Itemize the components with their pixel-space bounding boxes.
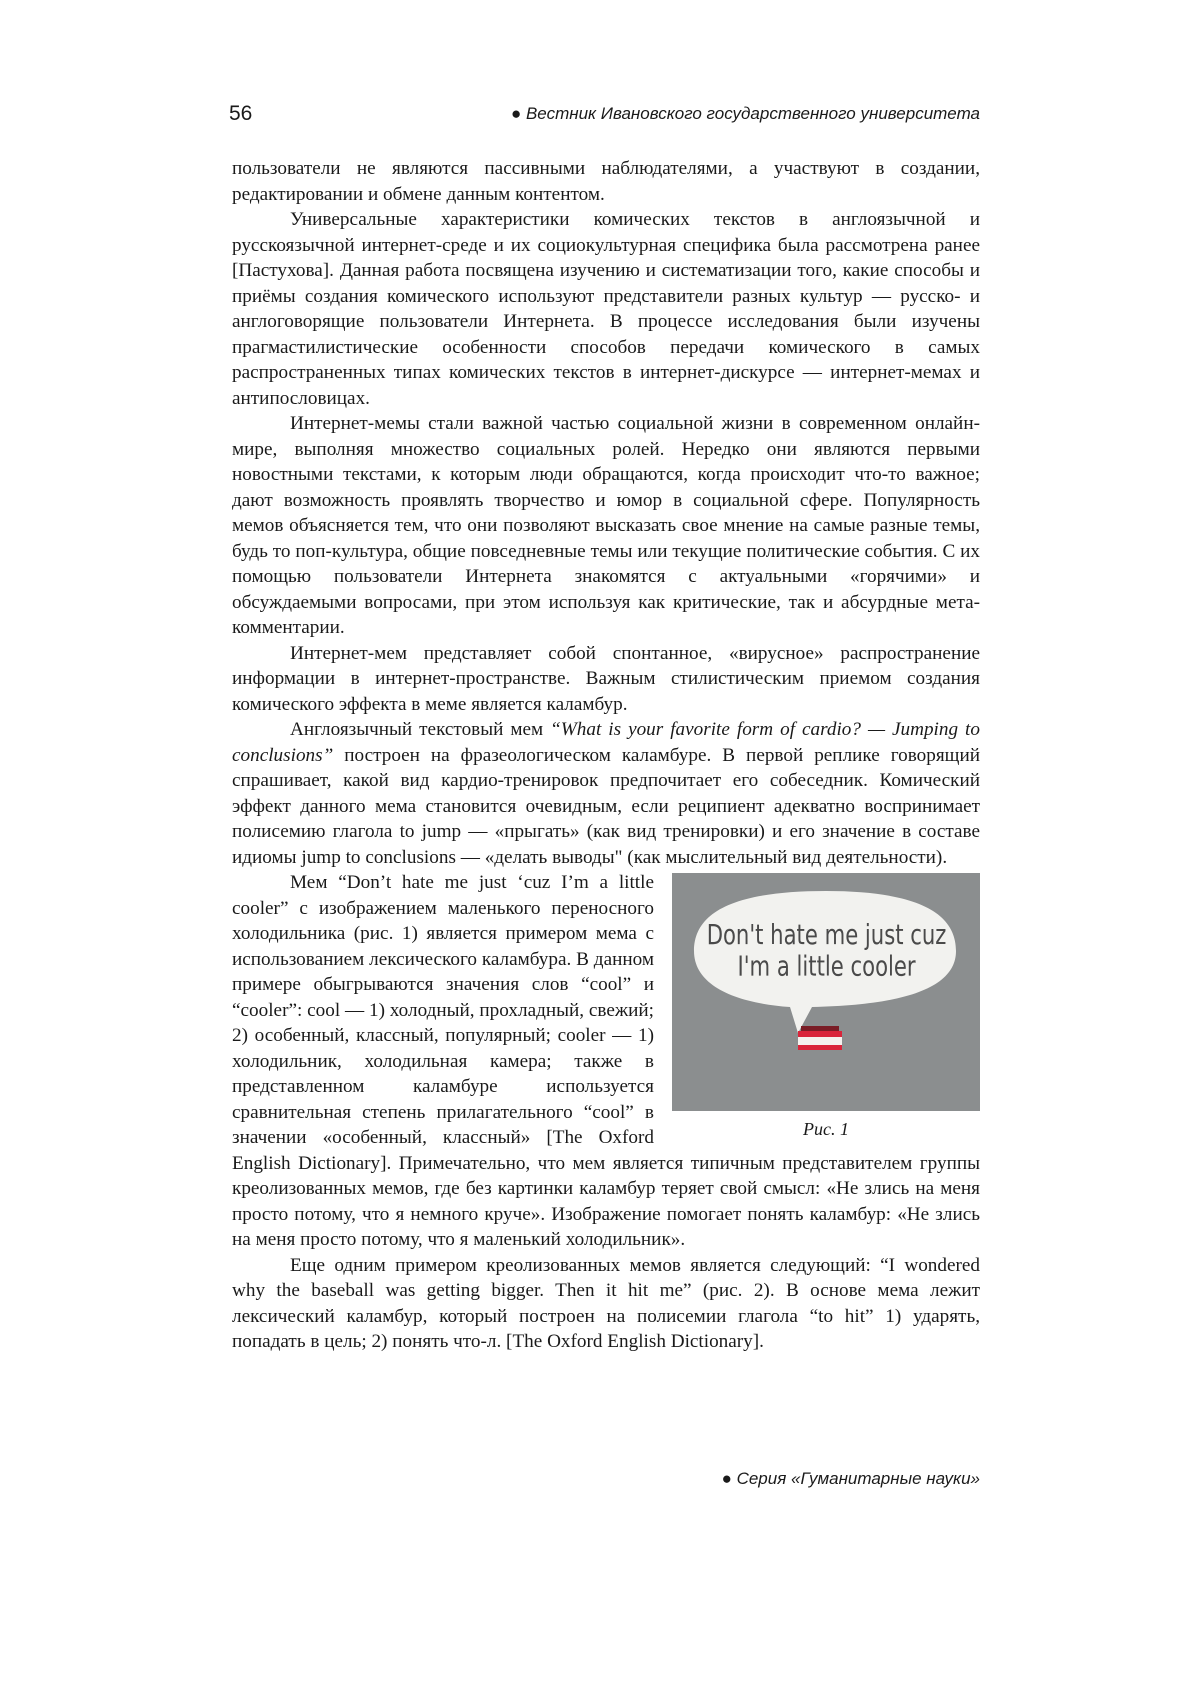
paragraph-5 xyxy=(232,717,980,870)
cooler-meme-image xyxy=(672,873,980,1111)
figure-1 xyxy=(672,873,980,1141)
running-header xyxy=(229,102,980,132)
cooler-meme-illustration xyxy=(672,873,980,1111)
bubble-text-line-1: Don't hate me just cuz xyxy=(706,918,947,951)
paragraph-5-lead: Англоязычный текстовый мем xyxy=(290,719,551,740)
page-number: 56 xyxy=(229,102,253,125)
paragraph-7: Еще одним примером креолизованных мемов является следующий: “I wondered why the baseball was getting bigger. Then it hit me” (рис. 2). В основе мема лежит лексический каламбур, который построен на полисемии глагола “to hit” 1) ударять, попадать в цель; 2) понять что-л. [The Oxford English Dictionary]. xyxy=(232,1254,980,1352)
article-body xyxy=(232,156,980,1355)
running-footer: ● Серия «Гуманитарные науки» xyxy=(721,1469,980,1488)
paragraph-1: пользователи не являются пассивными наблюдателями, а участвуют в создании, редактировании и обмене данным контентом. xyxy=(232,158,980,205)
bubble-text-line-2: I'm a little cooler xyxy=(737,950,916,983)
paragraph-3: Интернет-мемы стали важной частью социальной жизни в современном онлайн-мире, выполняя множество социальных ролей. Нередко они являются первыми новостными текстами, к которым люди обращаются, когда происходит что-то важное; дают возможность проявлять творчество и юмор в социальной сфере. Популярность мемов объясняется тем, что они позволяют высказать свое мнение на самые разные темы, будь то поп-культура, общие повседневные темы или текущие политические события. С их помощью пользователи Интернета знакомятся с актуальными «горячими» и обсуждаемыми вопросами, при этом используя как критические, так и абсурдные мета-комментарии. xyxy=(232,413,980,638)
journal-title: ● Вестник Ивановского государственного университета xyxy=(510,104,980,123)
cooler-icon xyxy=(798,1026,842,1050)
meme-quote-cardio: “What is your favorite form of cardio? — Jumping to conclusions” xyxy=(232,719,980,766)
paragraph-2: Универсальные характеристики комических текстов в англоязычной и русскоязычной интернет-среде и их социокультурная специфика была рассмотрена ранее [Пастухова]. Данная работа посвящена изучению и систематизации того, какие способы и приёмы создания комического используют представители разных культур — русско- и англоговорящие пользователи Интернета. В процессе исследования были изучены прагмастилистические особенности способов передачи комического в самых распространенных типах комических текстов в интернет-дискурсе — интернет-мемах и антипословицах. xyxy=(232,209,980,409)
paragraph-6: Мем “Don’t hate me just ‘cuz I’m a little cooler” с изображением маленького переносного холодильника (рис. 1) является примером мема с использованием лексического каламбура. В данном примере обыгрываются значения слов “cool” и “cooler”: cool — 1) холодный, прохладный, свежий; 2) особенный, классный, популярный; cooler — 1) холодильник, холодильная камера; также в представленном каламбуре используется сравнительная степень прилагательного “cool” в значении «особенный, классный» [The Oxford English Dictionary]. Примечательно, что мем является типичным представителем группы креолизованных мемов, где без картинки каламбур теряет свой смысл: «Не злись на меня просто потому, что я немного круче». Изображение помогает понять каламбур: «Не злись на меня просто потому, что я маленький холодильник». xyxy=(232,872,980,1250)
figure-caption: Рис. 1 xyxy=(803,1119,849,1139)
paragraph-4: Интернет-мем представляет собой спонтанное, «вирусное» распространение информации в интернет-пространстве. Важным стилистическим приемом создания комического эффекта в меме является каламбур. xyxy=(232,642,980,715)
paragraph-5-rest: построен на фразеологическом каламбуре. В первой реплике говорящий спрашивает, какой вид кардио-тренировок предпочитает его собеседник. Комический эффект данного мема становится очевидным, если реципиент адекватно воспринимает полисемию глагола to jump — «прыгать» (как вид тренировки) и его значение в составе идиомы jump to conclusions — «делать выводы" (как мыслительный вид деятельности). xyxy=(232,744,980,868)
